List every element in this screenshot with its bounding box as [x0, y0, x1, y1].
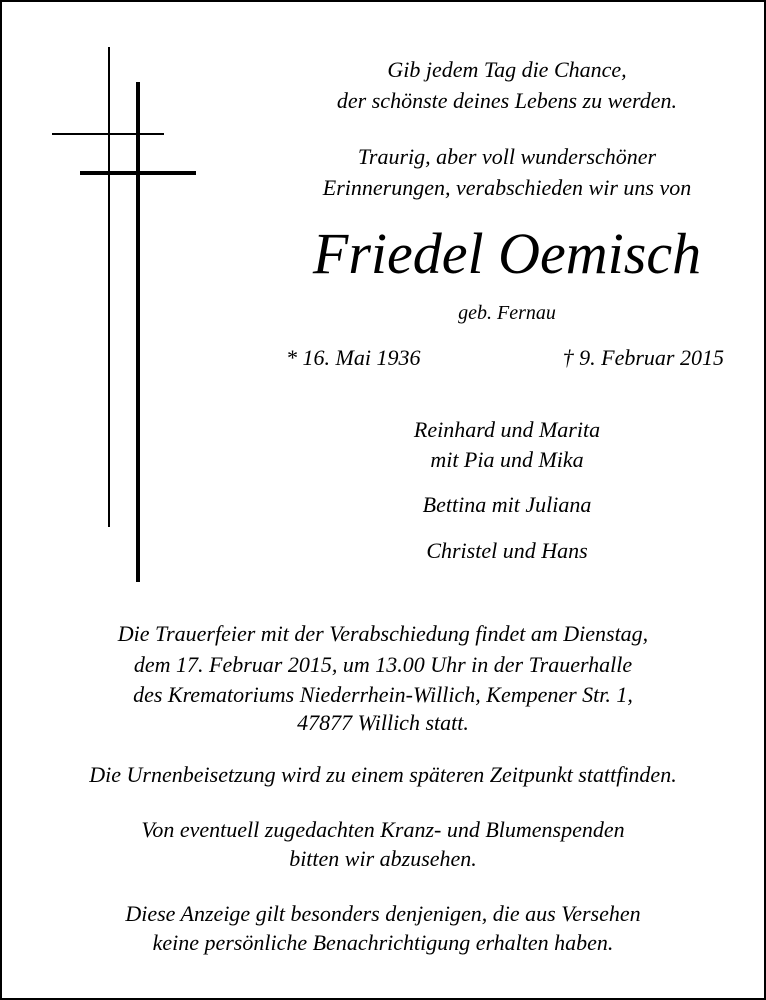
- burial-note: Die Urnenbeisetzung wird zu einem späteren Zeitpunkt stattfinden.: [89, 762, 677, 787]
- closing-note-line-2: keine persönliche Benachrichtigung erhalten haben.: [152, 930, 614, 955]
- mourner-group-1-line-2: mit Pia und Mika: [430, 447, 584, 472]
- ceremony-line-1: Die Trauerfeier mit der Verabschiedung findet am Dienstag,: [117, 621, 649, 646]
- birth-name: geb. Fernau: [458, 302, 556, 324]
- closing-note-line-1: Diese Anzeige gilt besonders denjenigen, die aus Versehen: [125, 901, 641, 926]
- mourner-group-1-line-1: Reinhard und Marita: [413, 417, 601, 442]
- deceased-name: Friedel Oemisch: [312, 221, 702, 286]
- cross-thick-horizontal: [80, 171, 196, 175]
- ceremony-line-4: 47877 Willich statt.: [297, 710, 469, 735]
- mourner-group-3: Christel und Hans: [426, 538, 588, 563]
- motto-line-2: der schönste deines Lebens zu werden.: [336, 88, 678, 113]
- cross-thin-vertical: [108, 47, 110, 527]
- intro-line-1: Traurig, aber voll wunderschöner: [357, 144, 657, 169]
- flowers-note-line-1: Von eventuell zugedachten Kranz- und Blumenspenden: [141, 817, 625, 842]
- intro-line-2: Erinnerungen, verabschieden wir uns von: [322, 175, 692, 200]
- death-date: † 9. Februar 2015: [562, 345, 724, 370]
- birth-date: * 16. Mai 1936: [286, 345, 421, 370]
- cross-thick-vertical: [136, 82, 140, 582]
- mourner-group-2: Bettina mit Juliana: [422, 492, 592, 517]
- motto-line-1: Gib jedem Tag die Chance,: [387, 57, 627, 82]
- flowers-note-line-2: bitten wir abzusehen.: [289, 846, 477, 871]
- cross-thin-horizontal: [52, 133, 164, 135]
- ceremony-line-3: des Krematoriums Niederrhein-Willich, Kempener Str. 1,: [133, 682, 633, 707]
- ceremony-line-2: dem 17. Februar 2015, um 13.00 Uhr in der Trauerhalle: [133, 652, 633, 677]
